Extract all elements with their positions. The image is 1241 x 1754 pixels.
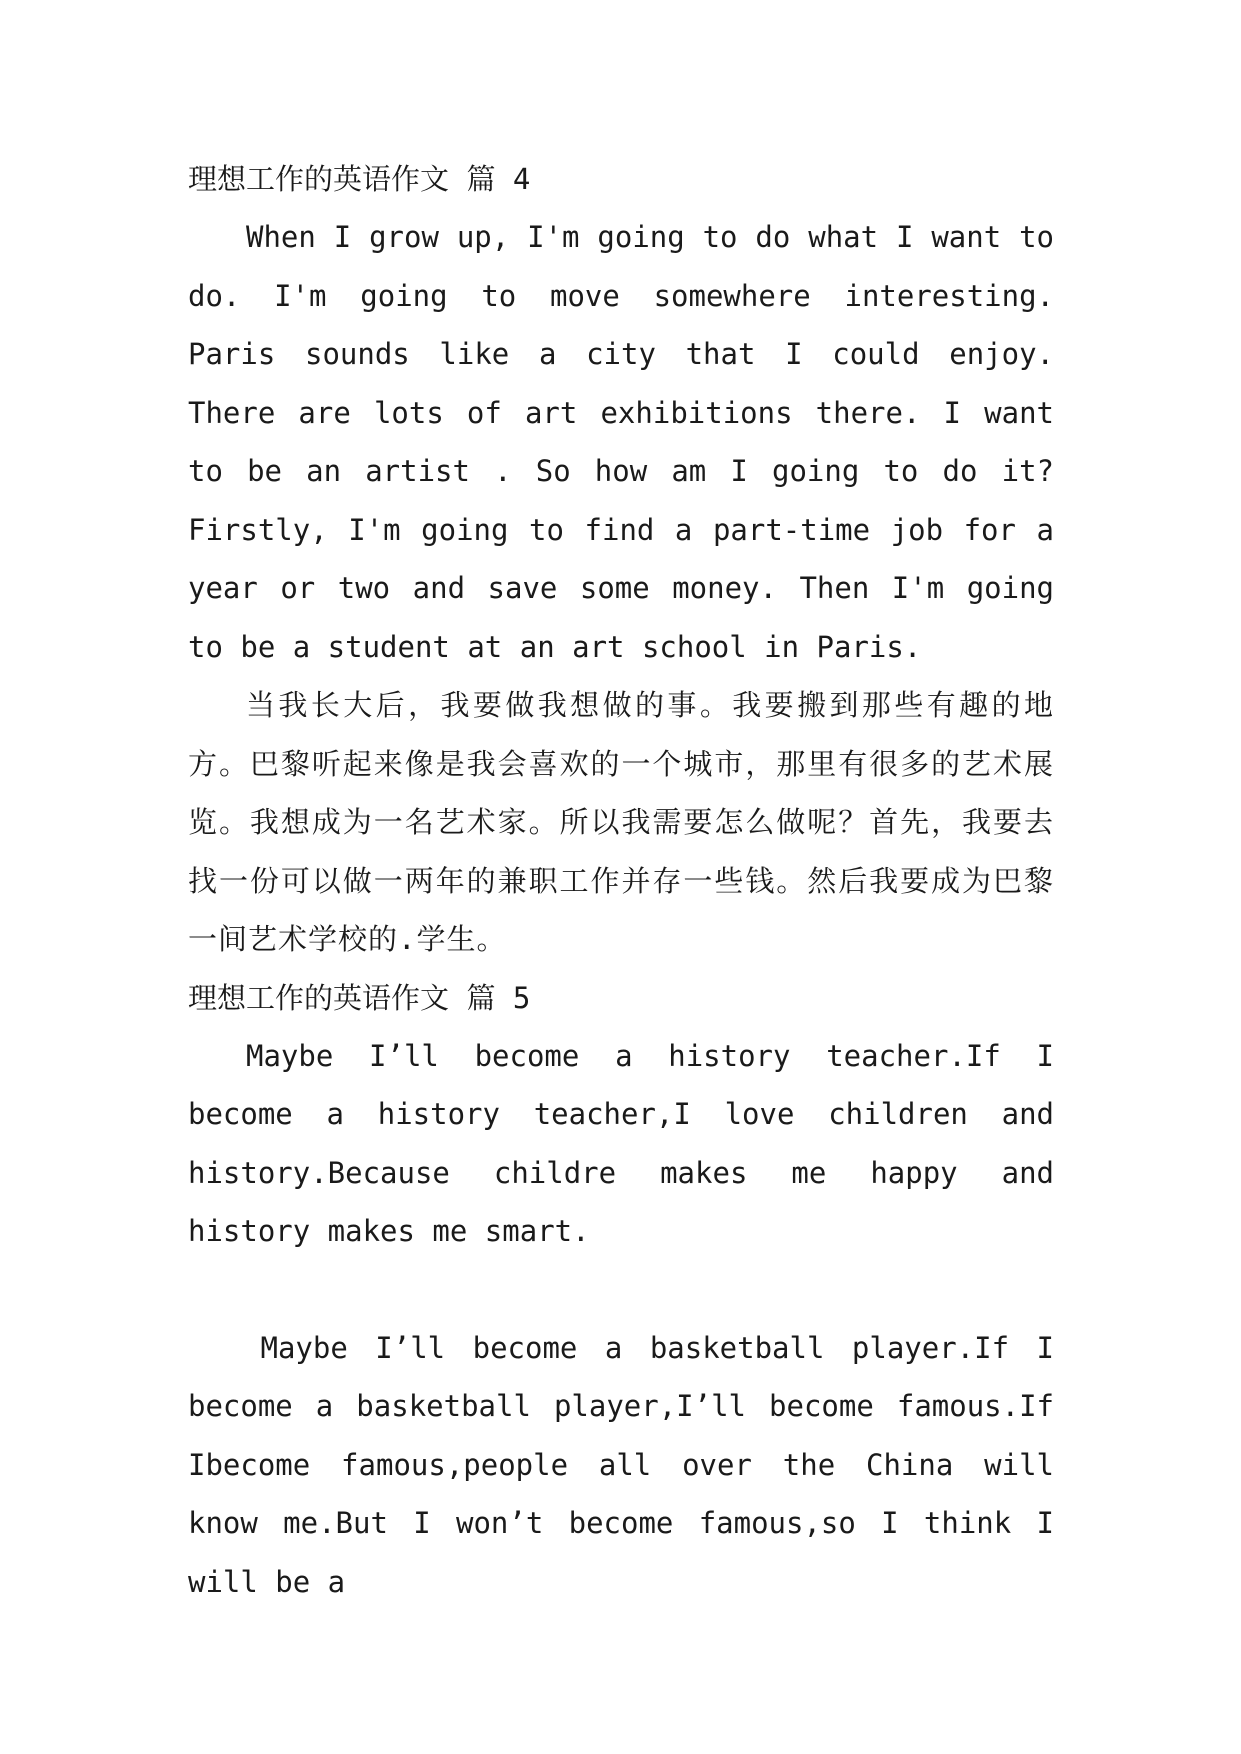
paragraph-english-4: When I grow up, I'm going to do what I want to do. I'm going to move somewhere interesting. Paris sounds like a city that I could enjoy. There are lots of art exhibitions there. I want to be an artist . So how am I going to do it? Firstly, I'm going to find a part-time job for a year or two and save some money. Then I'm going to be a student at an art school in Paris. bbox=[188, 220, 1054, 664]
paragraph-gap bbox=[188, 1261, 1054, 1319]
paragraph-chinese-4: 当我长大后，我要做我想做的事。我要搬到那些有趣的地方。巴黎听起来像是我会喜欢的一个城市，那里有很多的艺术展览。我想成为一名艺术家。所以我需要怎么做呢？首先，我要去找一份可以做一两年的兼职工作并存一些钱。然后我要成为巴黎一间艺术学校的.学生。 bbox=[188, 688, 1054, 956]
paragraph-english-5a: Maybe I’ll become a history teacher.If I become a history teacher,I love children and history.Because childre makes me happy and history makes me smart. bbox=[188, 1038, 1054, 1248]
section-heading-5: 理想工作的英语作文 篇 5 bbox=[188, 980, 531, 1015]
section-heading-4: 理想工作的英语作文 篇 4 bbox=[188, 162, 531, 196]
paragraph-english-5b: Maybe I’ll become a basketball player.If I become a basketball player,I’ll become famous.If Ibecome famous,people all over the China will know me.But I won’t become famous,so I think I will be a bbox=[188, 1330, 1054, 1599]
document-page bbox=[188, 150, 1054, 1611]
